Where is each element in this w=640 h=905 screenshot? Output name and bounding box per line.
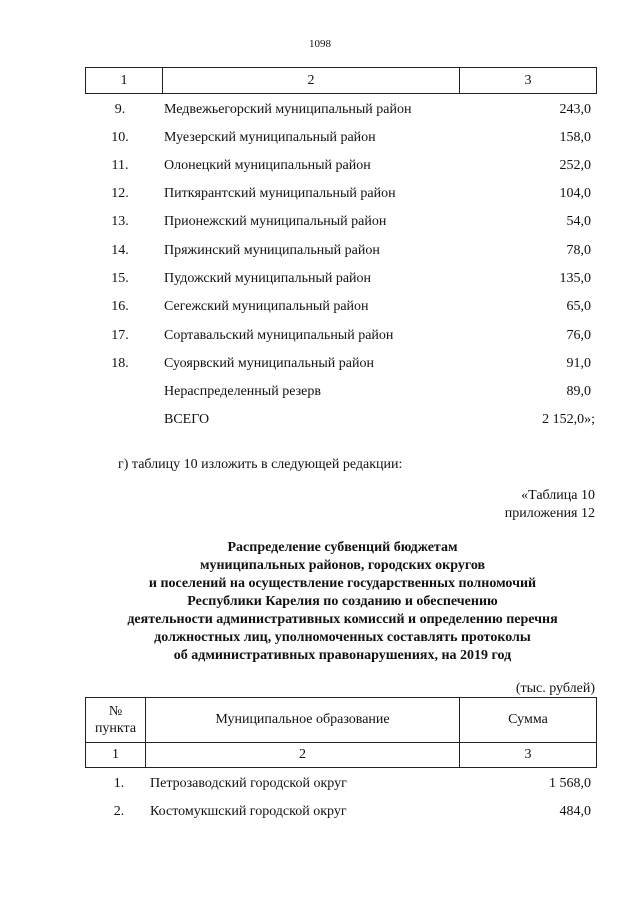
header-number-word: пункта [94, 721, 137, 736]
page-number: 1098 [309, 38, 331, 50]
row-number: 2. [113, 804, 125, 819]
table-row [0, 356, 640, 378]
row-number: 1. [113, 776, 125, 791]
header-cell-sum: Сумма [460, 698, 597, 743]
row-value: 65,0 [566, 299, 591, 314]
table9-col2-number: 2 [163, 68, 460, 94]
column-number-3: 3 [460, 743, 597, 768]
row-name: Нераспределенный резерв [164, 384, 321, 399]
column-number-1: 1 [86, 743, 146, 768]
row-name: ВСЕГО [164, 412, 210, 427]
header-cell-municipality: Муниципальное образование [146, 698, 460, 743]
row-value: 78,0 [566, 243, 591, 258]
row-number: 18. [111, 356, 129, 371]
table-row-reserve [0, 384, 640, 406]
row-value: 158,0 [559, 130, 591, 145]
table9-header [85, 67, 597, 94]
title-line: и поселений на осуществление государственных полномочий [148, 576, 537, 591]
row-number: 17. [111, 328, 129, 343]
units-label: (тыс. рублей) [515, 681, 595, 696]
title-line: муниципальных районов, городских округов [199, 558, 486, 573]
row-number: 9. [114, 102, 126, 117]
table10-title [80, 539, 605, 665]
row-value: 2 152,0»; [542, 412, 595, 427]
table9-col3-number: 3 [460, 68, 597, 94]
row-name: Сортавальский муниципальный район [164, 328, 394, 343]
row-number: 14. [111, 243, 129, 258]
title-line: Республики Карелия по созданию и обеспечению [187, 594, 498, 609]
row-value: 76,0 [566, 328, 591, 343]
row-value: 135,0 [559, 271, 591, 286]
table-reference-line-2: приложения 12 [504, 506, 595, 521]
row-name: Муезерский муниципальный район [164, 130, 376, 145]
row-value: 104,0 [559, 186, 591, 201]
row-name: Питкярантский муниципальный район [164, 186, 396, 201]
row-number: 15. [111, 271, 129, 286]
table-reference-line-1: «Таблица 10 [521, 488, 595, 503]
title-line: деятельности административных комиссий и определению перечня [127, 612, 558, 627]
table-row [0, 804, 640, 826]
row-name: Медвежьегорский муниципальный район [164, 102, 412, 117]
row-value: 484,0 [559, 804, 591, 819]
table-row [0, 328, 640, 350]
row-value: 243,0 [559, 102, 591, 117]
header-number-symbol: № [108, 704, 123, 719]
table-row [0, 102, 640, 124]
table-row [0, 158, 640, 180]
row-number: 10. [111, 130, 129, 145]
table9-col1-number: 1 [86, 68, 163, 94]
amendment-paragraph: г) таблицу 10 изложить в следующей редакции: [118, 457, 403, 472]
row-name: Пряжинский муниципальный район [164, 243, 380, 258]
row-value: 89,0 [566, 384, 591, 399]
row-number: 16. [111, 299, 129, 314]
row-value: 54,0 [566, 214, 591, 229]
row-name: Петрозаводский городской округ [150, 776, 347, 791]
table-row [0, 130, 640, 152]
row-number: 13. [111, 214, 129, 229]
row-value: 91,0 [566, 356, 591, 371]
table-row [0, 299, 640, 321]
table-row [0, 243, 640, 265]
row-name: Сегежский муниципальный район [164, 299, 369, 314]
table-row [0, 214, 640, 236]
row-name: Олонецкий муниципальный район [164, 158, 371, 173]
row-value: 1 568,0 [549, 776, 591, 791]
row-name: Суоярвский муниципальный район [164, 356, 374, 371]
table-row-total [0, 412, 640, 434]
column-number-2: 2 [146, 743, 460, 768]
table-row [0, 271, 640, 293]
table-row [0, 776, 640, 798]
header-cell-number [86, 698, 146, 743]
table-row [0, 186, 640, 208]
table10-header [85, 697, 597, 768]
row-name: Прионежский муниципальный район [164, 214, 387, 229]
row-number: 11. [111, 158, 129, 173]
title-line: должностных лиц, уполномоченных составлять протоколы [154, 630, 531, 645]
row-number: 12. [111, 186, 129, 201]
row-name: Костомукшский городской округ [150, 804, 347, 819]
row-value: 252,0 [559, 158, 591, 173]
title-line: об административных правонарушениях, на 2019 год [173, 648, 512, 663]
row-name: Пудожский муниципальный район [164, 271, 372, 286]
title-line: Распределение субвенций бюджетам [227, 540, 458, 555]
